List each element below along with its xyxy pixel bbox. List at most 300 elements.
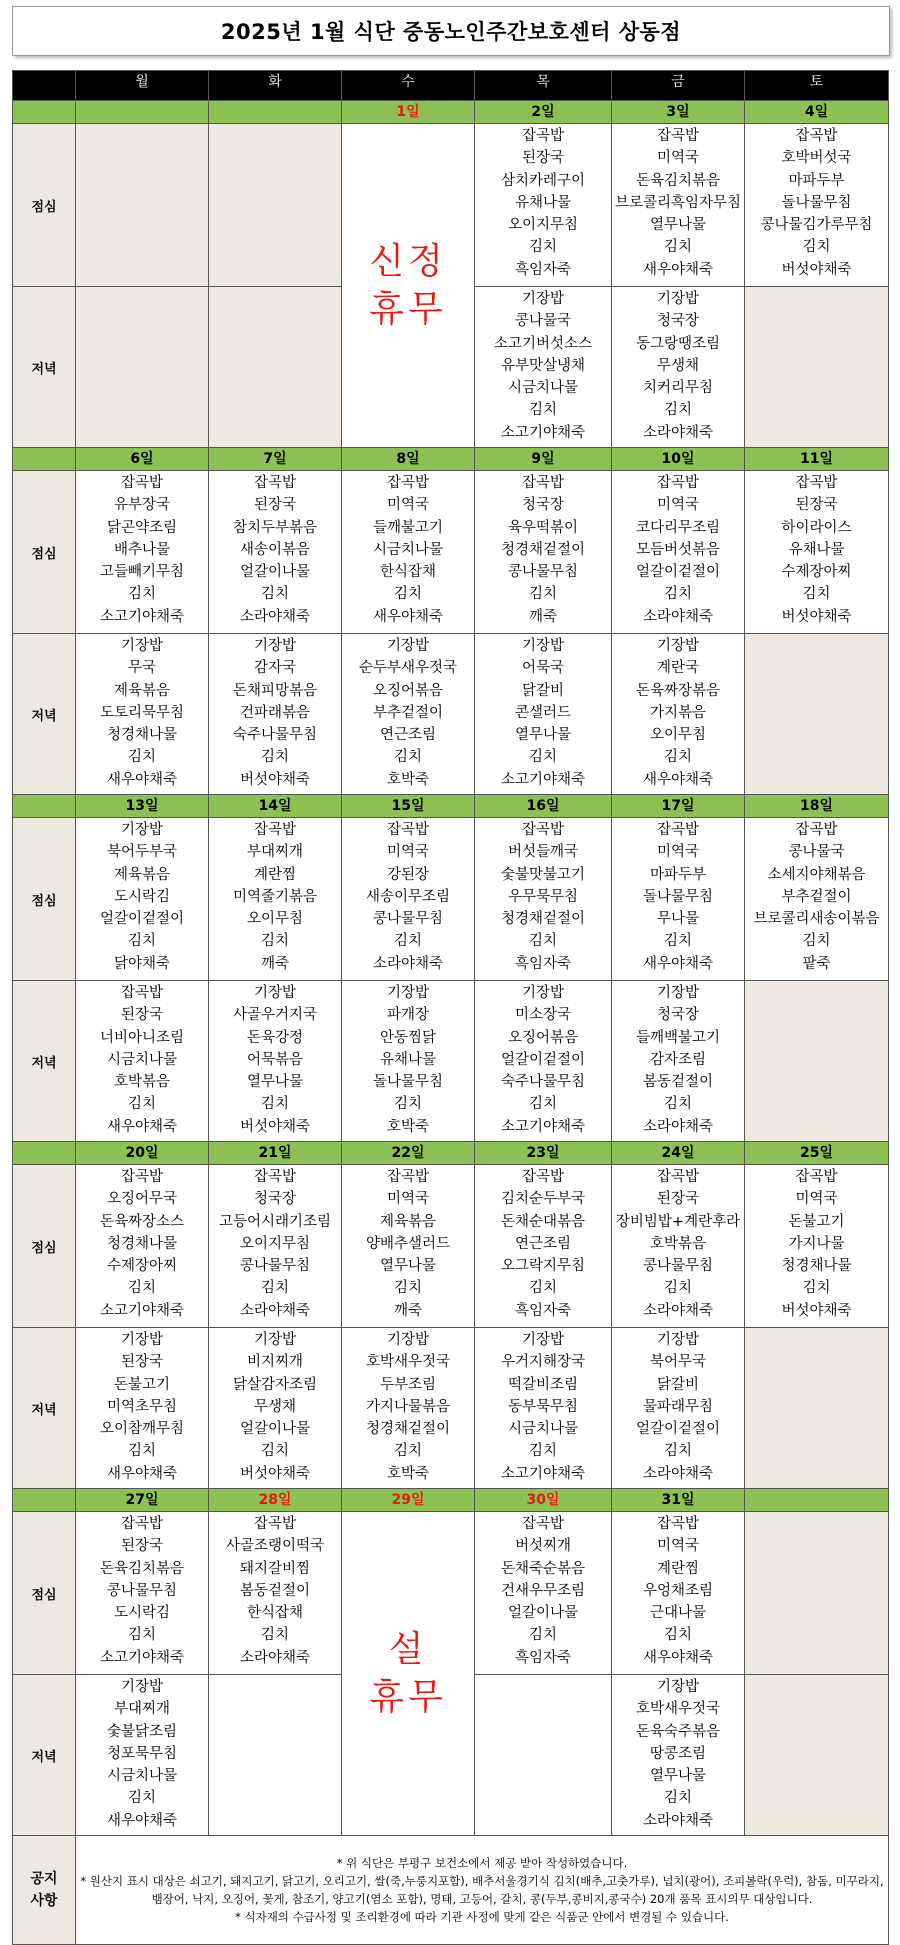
menu-items — [209, 634, 341, 791]
menu-items — [745, 1165, 888, 1322]
lunch-label: 점심 — [13, 1512, 76, 1675]
menu-items — [76, 1328, 208, 1485]
menu-item: 우무묵무침 — [507, 888, 579, 905]
menu-item: 버섯야채죽 — [781, 261, 852, 278]
menu-item: 미역국 — [386, 497, 430, 514]
lunch-menu-cell — [745, 124, 889, 287]
menu-item: 버섯찌개 — [514, 1538, 572, 1555]
menu-item: 건파래볶음 — [239, 704, 311, 721]
menu-item: 새송이무조림 — [365, 888, 451, 905]
menu-item: 깨죽 — [393, 1302, 422, 1319]
menu-item: 잡곡밥 — [656, 1516, 700, 1532]
menu-item: 김치 — [663, 1443, 692, 1460]
empty-cell — [745, 634, 889, 795]
date-cell: 23일 — [475, 1142, 612, 1165]
dinner-menu-cell — [475, 981, 612, 1142]
menu-item: 돈육강정 — [246, 1029, 304, 1046]
menu-item: 기장밥 — [386, 985, 430, 1001]
menu-item: 새송이볶음 — [239, 541, 311, 558]
menu-item: 콩나물국 — [788, 844, 845, 861]
menu-item: 기장밥 — [521, 985, 565, 1001]
menu-item: 김치 — [260, 933, 289, 950]
menu-item: 모듬버섯볶음 — [635, 541, 721, 558]
menu-item: 콩나물무침 — [239, 1258, 311, 1275]
menu-item: 호박버섯국 — [781, 150, 852, 167]
lunch-row — [13, 1165, 889, 1328]
lunch-menu-cell — [76, 818, 209, 981]
menu-item: 무생채 — [253, 1398, 297, 1415]
menu-item: 기장밥 — [253, 1332, 297, 1348]
dinner-menu-cell — [475, 634, 612, 795]
menu-item: 연근조림 — [379, 727, 437, 744]
menu-item: 미역줄기볶음 — [232, 888, 318, 905]
menu-item: 청국장 — [521, 497, 565, 514]
menu-item: 된장국 — [120, 1538, 164, 1555]
dinner-row — [13, 981, 889, 1142]
menu-item: 숯불닭조림 — [106, 1723, 178, 1740]
menu-item: 계란국 — [656, 660, 700, 677]
menu-item: 김치 — [663, 402, 692, 419]
dinner-menu-cell — [475, 287, 612, 448]
date-cell: 14일 — [209, 795, 342, 818]
menu-item: 오이무침 — [649, 727, 707, 744]
menu-item: 김치 — [663, 1096, 692, 1113]
menu-item: 잡곡밥 — [656, 822, 700, 838]
menu-item: 들깨불고기 — [372, 519, 444, 536]
menu-item: 잡곡밥 — [386, 822, 430, 838]
date-cell: 9일 — [475, 448, 612, 471]
menu-item: 미역국 — [386, 1191, 430, 1208]
dinner-row — [13, 634, 889, 795]
menu-item: 잡곡밥 — [521, 1516, 565, 1532]
menu-items — [612, 471, 744, 628]
menu-item: 김치 — [663, 933, 692, 950]
menu-item: 유채나물 — [788, 541, 845, 558]
menu-items — [342, 981, 474, 1138]
lunch-menu-cell — [612, 1165, 745, 1328]
menu-item: 버섯들깨국 — [507, 844, 579, 861]
date-row-lead — [13, 795, 76, 818]
dinner-menu-cell — [209, 634, 342, 795]
lunch-menu-cell — [612, 124, 745, 287]
menu-items — [209, 1512, 341, 1669]
menu-item: 떡갈비조림 — [507, 1376, 579, 1393]
menu-item: 된장국 — [521, 150, 565, 167]
menu-item: 소고기야채죽 — [99, 1649, 185, 1666]
menu-item: 기장밥 — [656, 985, 700, 1001]
menu-item: 호박새우젓국 — [635, 1701, 721, 1718]
weekday-header-row — [13, 71, 889, 101]
date-cell: 11일 — [745, 448, 889, 471]
menu-item: 가지나물볶음 — [365, 1398, 451, 1415]
menu-item: 소라야채죽 — [642, 1302, 714, 1319]
holiday-text: 휴무 — [369, 288, 447, 330]
menu-item: 닭살감자조림 — [232, 1376, 318, 1393]
menu-item: 얼갈이겉절이 — [635, 564, 721, 581]
empty-cell — [76, 124, 209, 287]
menu-item: 호박볶음 — [649, 1235, 707, 1252]
menu-item: 참치두부볶음 — [232, 519, 318, 536]
menu-item: 얼갈이나물 — [239, 1421, 311, 1438]
menu-item: 미역국 — [795, 1191, 838, 1208]
menu-item: 부대찌개 — [246, 844, 304, 861]
menu-item: 된장국 — [795, 497, 838, 514]
menu-item: 북어두부국 — [106, 844, 178, 861]
lunch-menu-cell — [209, 1165, 342, 1328]
menu-item: 소라야채죽 — [239, 1302, 311, 1319]
menu-item: 잡곡밥 — [521, 128, 565, 144]
menu-item: 김치 — [393, 1443, 422, 1460]
lunch-menu-cell — [612, 1512, 745, 1675]
date-cell: 15일 — [342, 795, 475, 818]
menu-item: 브로콜리흑임자무침 — [614, 194, 742, 211]
lunch-label: 점심 — [13, 471, 76, 634]
menu-item: 장비빔밥+계란후라 — [615, 1213, 741, 1230]
menu-item: 김치 — [127, 1096, 156, 1113]
menu-item: 비지찌개 — [246, 1354, 304, 1371]
page-title: 2025년 1월 식단 중동노인주간보호센터 상동점 — [12, 6, 890, 56]
menu-item: 김치 — [802, 586, 831, 603]
menu-item: 새우야채죽 — [642, 1649, 714, 1666]
notice-line: 뱀장어, 낙지, 오징어, 꽃게, 참조기, 양고기(염소 포함), 명태, 고등어, 갈치, 콩(두부,콩비지,콩국수) 20개 품목 표시의무 대상입니다. — [151, 1892, 813, 1906]
menu-item: 돈불고기 — [788, 1213, 845, 1230]
menu-item: 돈육김치볶음 — [99, 1560, 185, 1577]
lunch-menu-cell — [342, 471, 475, 634]
menu-items — [612, 818, 744, 975]
menu-item: 잡곡밥 — [656, 475, 700, 491]
menu-item: 돈육김치볶음 — [635, 172, 721, 189]
menu-item: 버섯야채죽 — [781, 1302, 852, 1319]
date-cell: 1일 — [342, 101, 475, 124]
dinner-menu-cell — [76, 981, 209, 1142]
dinner-menu-cell — [612, 287, 745, 448]
menu-item: 새우야채죽 — [106, 771, 178, 788]
menu-item: 콩나물무침 — [372, 911, 444, 928]
empty-cell — [209, 124, 342, 287]
menu-item: 팥죽 — [802, 955, 831, 972]
menu-item: 김치 — [663, 749, 692, 766]
menu-item: 닭갈비 — [521, 682, 565, 699]
menu-items — [76, 1675, 208, 1832]
date-cell: 27일 — [76, 1489, 209, 1512]
menu-items — [745, 818, 888, 975]
dinner-menu-cell — [342, 981, 475, 1142]
menu-item: 소세지야채볶음 — [767, 866, 866, 883]
menu-item: 시금치나물 — [106, 1768, 178, 1785]
dinner-label: 저녁 — [13, 287, 76, 448]
menu-item: 김치 — [127, 1280, 156, 1297]
menu-item: 기장밥 — [120, 1332, 164, 1348]
date-cell: 8일 — [342, 448, 475, 471]
menu-item: 호박죽 — [386, 1465, 430, 1482]
menu-items — [745, 124, 888, 281]
lunch-menu-cell — [209, 818, 342, 981]
menu-item: 연근조림 — [514, 1235, 572, 1252]
menu-item: 부추겉절이 — [372, 704, 444, 721]
menu-item: 너비아니조림 — [99, 1029, 185, 1046]
lunch-menu-cell — [76, 1165, 209, 1328]
menu-item: 잡곡밥 — [521, 1169, 565, 1185]
menu-item: 우거지해장국 — [500, 1354, 586, 1371]
menu-item: 김치순두부국 — [500, 1191, 586, 1208]
menu-item: 제육볶음 — [113, 866, 171, 883]
date-cell: 28일 — [209, 1489, 342, 1512]
menu-item: 소라야채죽 — [642, 424, 714, 441]
notice-label-line: 공지 — [30, 1871, 58, 1887]
lunch-menu-cell — [745, 1165, 889, 1328]
menu-item: 제육볶음 — [379, 1213, 437, 1230]
menu-items — [76, 634, 208, 791]
menu-item: 무국 — [127, 660, 156, 677]
menu-items — [342, 1165, 474, 1322]
menu-item: 근대나물 — [649, 1605, 707, 1622]
menu-items — [475, 471, 611, 628]
date-cell: 20일 — [76, 1142, 209, 1165]
lunch-menu-cell — [342, 818, 475, 981]
menu-item: 잡곡밥 — [795, 475, 838, 491]
menu-items — [209, 818, 341, 975]
menu-item: 된장국 — [120, 1007, 164, 1024]
menu-item: 땅콩조림 — [649, 1745, 707, 1762]
menu-item: 어묵국 — [521, 660, 565, 677]
menu-item: 호박볶음 — [113, 1074, 171, 1091]
menu-item: 된장국 — [253, 497, 297, 514]
menu-item: 물파래무침 — [642, 1398, 714, 1415]
date-cell: 13일 — [76, 795, 209, 818]
lunch-menu-cell — [76, 471, 209, 634]
menu-item: 수제장아찌 — [781, 564, 852, 581]
menu-item: 기장밥 — [386, 638, 430, 654]
menu-item: 김치 — [127, 586, 156, 603]
menu-item: 김치 — [127, 933, 156, 950]
lunch-label: 점심 — [13, 1165, 76, 1328]
holiday-text: 휴무 — [369, 1676, 447, 1718]
lunch-menu-cell — [76, 1512, 209, 1675]
menu-items — [342, 634, 474, 791]
menu-item: 호박죽 — [386, 771, 430, 788]
menu-item: 감자조림 — [649, 1051, 707, 1068]
menu-item: 미역국 — [386, 844, 430, 861]
date-cell: 17일 — [612, 795, 745, 818]
menu-item: 김치 — [260, 749, 289, 766]
date-cell: 7일 — [209, 448, 342, 471]
empty-cell — [745, 1328, 889, 1489]
menu-item: 김치 — [802, 933, 831, 950]
menu-item: 돈채순대볶음 — [500, 1213, 586, 1230]
meal-table — [12, 70, 889, 1945]
menu-item: 소라야채죽 — [642, 1118, 714, 1135]
dinner-label: 저녁 — [13, 1328, 76, 1489]
lunch-label: 점심 — [13, 818, 76, 981]
notice-row — [13, 1836, 889, 1945]
lunch-row — [13, 818, 889, 981]
menu-items — [76, 818, 208, 975]
dinner-menu-cell — [612, 1328, 745, 1489]
menu-item: 시금치나물 — [507, 1421, 579, 1438]
menu-item: 동그랑땡조림 — [635, 335, 721, 352]
holiday-cell — [342, 124, 475, 448]
menu-item: 열무나물 — [514, 727, 572, 744]
menu-item: 한식잡채 — [246, 1605, 304, 1622]
menu-item: 잡곡밥 — [120, 985, 164, 1001]
dinner-menu-cell — [475, 1328, 612, 1489]
notice-line: * 식자재의 수급사정 및 조리환경에 따라 기관 사정에 맞게 같은 식품군 안에서 변경될 수 있습니다. — [235, 1910, 729, 1924]
date-cell: 4일 — [745, 101, 889, 124]
lunch-menu-cell — [475, 124, 612, 287]
menu-item: 숯불맛불고기 — [500, 866, 586, 883]
date-row-lead — [13, 101, 76, 124]
notice-line: * 위 식단은 부평구 보건소에서 제공 받아 작성하였습니다. — [336, 1856, 628, 1870]
menu-item: 청경채겉절이 — [500, 911, 586, 928]
menu-item: 오징어볶음 — [372, 682, 444, 699]
menu-item: 기장밥 — [656, 1679, 700, 1695]
menu-item: 청경채겉절이 — [365, 1421, 451, 1438]
menu-item: 잡곡밥 — [120, 1169, 164, 1185]
menu-item: 열무나물 — [246, 1074, 304, 1091]
date-cell — [745, 1489, 889, 1512]
lunch-menu-cell — [745, 471, 889, 634]
menu-item: 건새우무조림 — [500, 1582, 586, 1599]
menu-item: 돌나물무침 — [642, 888, 714, 905]
menu-item: 북어무국 — [649, 1354, 707, 1371]
menu-item: 김치 — [127, 749, 156, 766]
menu-item: 콩나물무침 — [106, 1582, 178, 1599]
menu-item: 김치 — [528, 586, 557, 603]
menu-item: 소고기야채죽 — [500, 771, 586, 788]
menu-item: 잡곡밥 — [795, 822, 838, 838]
menu-items — [475, 818, 611, 975]
menu-item: 김치 — [528, 1096, 557, 1113]
lunch-menu-cell — [475, 818, 612, 981]
menu-item: 미역국 — [656, 150, 700, 167]
menu-item: 잡곡밥 — [253, 1516, 297, 1532]
menu-item: 김치 — [393, 933, 422, 950]
menu-item: 깨죽 — [260, 955, 289, 972]
menu-item: 부대찌개 — [113, 1701, 171, 1718]
menu-item: 잡곡밥 — [120, 475, 164, 491]
menu-item: 청경채나물 — [781, 1258, 852, 1275]
lunch-menu-cell — [209, 1512, 342, 1675]
menu-item: 얼갈이나물 — [507, 1605, 579, 1622]
lunch-label: 점심 — [13, 124, 76, 287]
empty-cell — [209, 287, 342, 448]
menu-item: 김치 — [260, 1627, 289, 1644]
menu-item: 김치 — [127, 1790, 156, 1807]
menu-item: 소고기야채죽 — [500, 424, 586, 441]
menu-item: 김치 — [393, 586, 422, 603]
menu-item: 호박죽 — [386, 1118, 430, 1135]
menu-item: 청경채겉절이 — [500, 541, 586, 558]
date-row — [13, 101, 889, 124]
date-row — [13, 1489, 889, 1512]
notice-label-line: 사항 — [30, 1893, 58, 1909]
menu-item: 잡곡밥 — [521, 822, 565, 838]
menu-item: 얼갈이나물 — [239, 564, 311, 581]
notice-body — [76, 1836, 889, 1945]
date-cell: 30일 — [475, 1489, 612, 1512]
menu-item: 흑임자죽 — [514, 261, 572, 278]
menu-item: 한식잡채 — [379, 564, 437, 581]
dinner-menu-cell — [342, 1328, 475, 1489]
menu-item: 기장밥 — [521, 1332, 565, 1348]
menu-item: 김치 — [127, 1443, 156, 1460]
date-cell: 25일 — [745, 1142, 889, 1165]
menu-item: 유부맛살냉채 — [500, 357, 586, 374]
menu-items — [342, 471, 474, 628]
menu-item: 소고기버섯소스 — [493, 335, 593, 352]
menu-item: 흑임자죽 — [514, 1302, 572, 1319]
menu-item: 계란찜 — [656, 1560, 700, 1577]
menu-item: 기장밥 — [120, 1679, 164, 1695]
menu-item: 김치 — [528, 1443, 557, 1460]
menu-item: 봄동겉절이 — [239, 1582, 311, 1599]
menu-item: 소라야채죽 — [239, 608, 311, 625]
menu-item: 하이라이스 — [781, 519, 852, 536]
weekday-header: 목 — [475, 71, 612, 101]
date-cell: 21일 — [209, 1142, 342, 1165]
weekday-header: 월 — [76, 71, 209, 101]
menu-item: 잡곡밥 — [795, 1169, 838, 1185]
menu-item: 미역국 — [656, 844, 700, 861]
menu-items — [475, 1328, 611, 1485]
menu-item: 새우야채죽 — [106, 1812, 178, 1829]
menu-items — [475, 981, 611, 1138]
menu-item: 돈채죽순볶음 — [500, 1560, 586, 1577]
menu-item: 잡곡밥 — [386, 475, 430, 491]
menu-item: 마파두부 — [788, 172, 845, 189]
menu-items — [612, 1675, 744, 1832]
menu-item: 잡곡밥 — [253, 475, 297, 491]
menu-item: 계란찜 — [253, 866, 297, 883]
menu-item: 청포묵무침 — [106, 1745, 178, 1762]
dinner-label: 저녁 — [13, 634, 76, 795]
menu-item: 소라야채죽 — [642, 1465, 714, 1482]
menu-item: 김치 — [663, 239, 692, 256]
menu-item: 안동찜닭 — [379, 1029, 437, 1046]
menu-item: 돈채피망볶음 — [232, 682, 318, 699]
menu-item: 오이참깨무침 — [99, 1421, 185, 1438]
menu-item: 잡곡밥 — [253, 822, 297, 838]
menu-item: 잡곡밥 — [386, 1169, 430, 1185]
menu-item: 잡곡밥 — [253, 1169, 297, 1185]
menu-items — [76, 471, 208, 628]
menu-item: 김치 — [528, 749, 557, 766]
menu-item: 사골조랭이떡국 — [225, 1538, 325, 1555]
menu-item: 기장밥 — [656, 638, 700, 654]
menu-item: 양배추샐러드 — [365, 1235, 451, 1252]
menu-item: 미역국 — [656, 1538, 700, 1555]
menu-item: 김치 — [260, 586, 289, 603]
menu-item: 콩나물김가루무침 — [760, 217, 873, 234]
menu-item: 감자국 — [253, 660, 297, 677]
menu-item: 돈육짜장소스 — [99, 1213, 185, 1230]
menu-item: 열무나물 — [379, 1258, 437, 1275]
menu-items — [475, 1512, 611, 1669]
holiday-cell — [342, 1512, 475, 1836]
menu-item: 소고기야채죽 — [99, 1302, 185, 1319]
weekday-header: 화 — [209, 71, 342, 101]
menu-item: 콩나물무침 — [642, 1258, 714, 1275]
dinner-label: 저녁 — [13, 981, 76, 1142]
menu-items — [342, 1328, 474, 1485]
menu-item: 잡곡밥 — [521, 475, 565, 491]
menu-item: 시금치나물 — [106, 1051, 178, 1068]
menu-item: 소라야채죽 — [372, 955, 444, 972]
menu-items — [612, 981, 744, 1138]
menu-item: 김치 — [528, 1280, 557, 1297]
menu-items — [342, 818, 474, 975]
menu-item: 새우야채죽 — [642, 261, 714, 278]
